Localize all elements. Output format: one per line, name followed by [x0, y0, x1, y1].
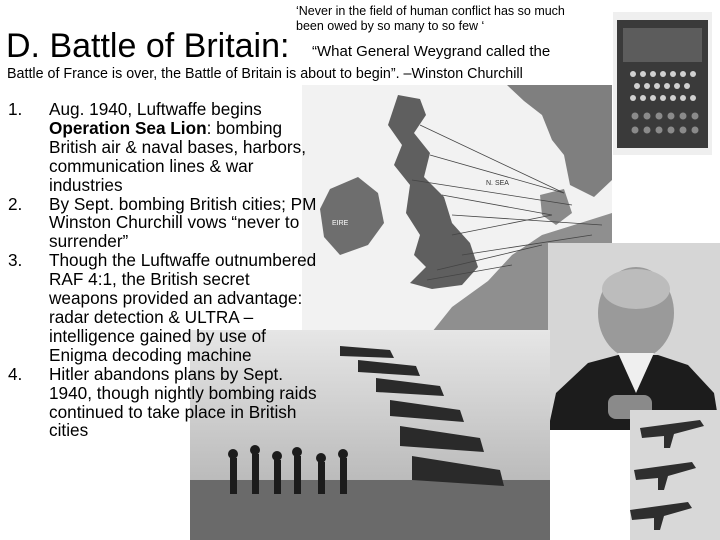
list-item: [8, 251, 318, 364]
list-item: [8, 195, 318, 252]
list-text: By Sept. bombing British cities; PM Winston Churchill vows “never to surrender”: [49, 193, 317, 252]
list-bold-text: Operation Sea Lion: [49, 117, 207, 138]
list-text: Hitler abandons plans by Sept. 1940, though nightly bombing raids continued to take place in British cities: [49, 363, 317, 441]
list-text: : bombing British air & naval bases, harbors, communication lines & war industries: [49, 117, 306, 195]
map-label-eire: EIRE: [332, 220, 349, 227]
list-item: [8, 100, 318, 195]
fighters-in-flight-image: [630, 410, 720, 540]
weygrand-quote-end: Battle of France is over, the Battle of Britain is about to begin”. –Winston Churchill: [7, 66, 523, 82]
weygrand-quote-start: “What General Weygrand called the: [312, 43, 551, 60]
map-label-north-sea: N. SEA: [486, 180, 509, 187]
churchill-portrait-image: [548, 243, 720, 430]
enigma-machine-image: [613, 12, 712, 155]
list-number: 4.: [8, 363, 23, 384]
list-number: 1.: [8, 99, 23, 119]
slide-title: D. Battle of Britain:: [6, 27, 290, 65]
list-text: Aug. 1940, Luftwaffe begins: [49, 99, 262, 119]
key-events-list: [8, 100, 318, 440]
list-text: Though the Luftwaffe outnumbered RAF 4:1, the British secret weapons provided an advantage: radar detection & ULTRA – intelligence gained by use of Enigma decoding machine: [49, 250, 317, 365]
list-number: 2.: [8, 193, 23, 214]
list-item: [8, 365, 318, 441]
list-number: 3.: [8, 250, 23, 271]
churchill-quote: ‘Never in the field of human conflict has so much been owed by so many to so few ‘: [296, 4, 565, 33]
